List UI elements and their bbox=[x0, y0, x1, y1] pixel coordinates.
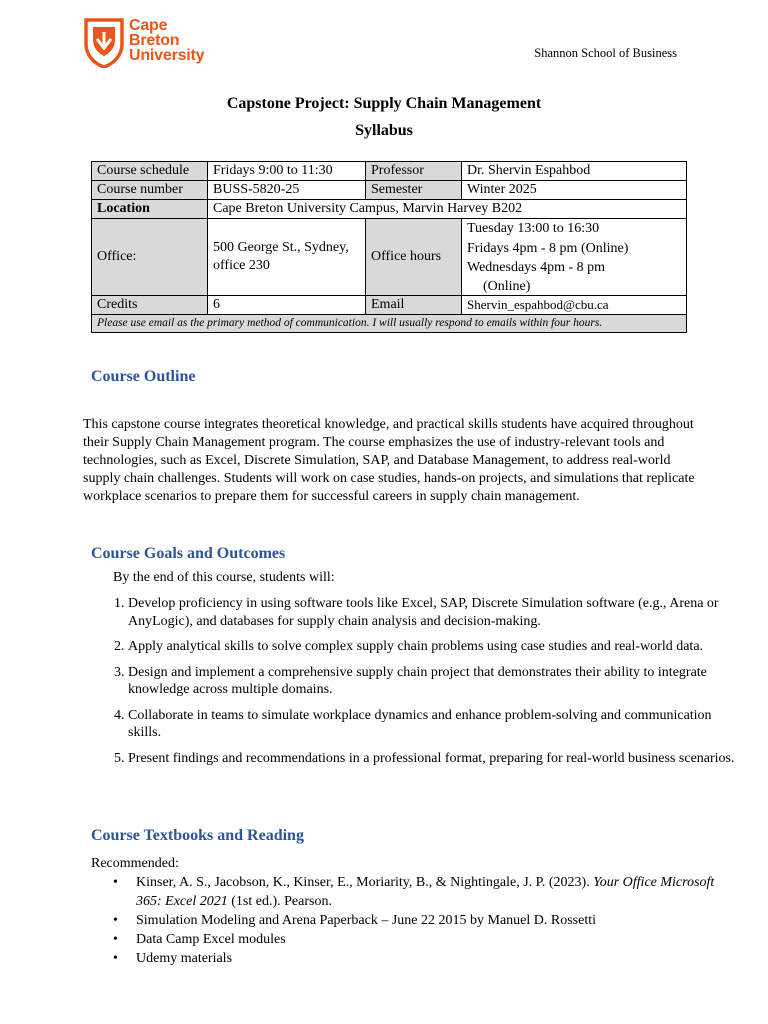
schedule-label: Course schedule bbox=[92, 162, 208, 181]
recommended-label: Recommended: bbox=[91, 856, 179, 871]
professor-value: Dr. Shervin Espahbod bbox=[462, 162, 687, 181]
office-hours-value bbox=[462, 219, 687, 296]
table-row bbox=[92, 181, 687, 200]
credits-label: Credits bbox=[92, 295, 208, 314]
list-item: • Simulation Modeling and Arena Paperback – June 22 2015 by Manuel D. Rossetti bbox=[136, 911, 726, 930]
shield-logo-icon bbox=[83, 18, 125, 68]
semester-label: Semester bbox=[366, 181, 462, 200]
goals-intro: By the end of this course, students will: bbox=[113, 570, 335, 585]
semester-value: Winter 2025 bbox=[462, 181, 687, 200]
list-item: • Udemy materials bbox=[136, 949, 726, 968]
logo-wordmark bbox=[129, 18, 204, 63]
contact-note: Please use email as the primary method of communication. I will usually respond to emails within four hours. bbox=[92, 314, 687, 332]
list-item: 5. Present findings and recommendations in a professional format, preparing for real-world business scenarios. bbox=[128, 750, 738, 768]
page-title: Capstone Project: Supply Chain Management bbox=[226, 95, 542, 112]
textbooks-heading: Course Textbooks and Reading bbox=[91, 827, 304, 844]
credits-value: 6 bbox=[208, 295, 366, 314]
location-value: Cape Breton University Campus, Marvin Harvey B202 bbox=[208, 200, 687, 219]
book-edition: (1st ed.). Pearson. bbox=[227, 894, 332, 909]
university-logo bbox=[83, 18, 204, 68]
course-outline-text: This capstone course integrates theoretical knowledge, and practical skills students have acquired throughout their Supply Chain Management program. The course emphasizes the use of industry-relevant tools and technologies, such as Excel, Discrete Simulation, SAP, and Database Management, to address real-world supply chain challenges. Students will work on case studies, hands-on projects, and simulations that replicate workplace scenarios to prepare them for successful careers in supply chain management. bbox=[83, 417, 695, 504]
professor-label: Professor bbox=[366, 162, 462, 181]
list-item: 1. Develop proficiency in using software tools like Excel, SAP, Discrete Simulation software (e.g., Arena or AnyLogic), and databases for supply chain analysis and decision-making. bbox=[128, 595, 738, 630]
email-value: Shervin_espahbod@cbu.ca bbox=[462, 295, 687, 314]
table-row bbox=[92, 162, 687, 181]
book-authors: Kinser, A. S., Jacobson, K., Kinser, E., Moriarity, B., & Nightingale, J. P. (2023). bbox=[136, 875, 594, 890]
table-row bbox=[92, 314, 687, 332]
course-info-table bbox=[91, 161, 687, 333]
office-value: 500 George St., Sydney, office 230 bbox=[208, 219, 366, 296]
goals-list bbox=[92, 595, 738, 775]
list-item bbox=[136, 873, 726, 911]
page-subtitle: Syllabus bbox=[355, 122, 413, 139]
email-label: Email bbox=[366, 295, 462, 314]
course-goals-heading: Course Goals and Outcomes bbox=[91, 545, 286, 562]
logo-line: Cape bbox=[129, 17, 168, 34]
office-label: Office: bbox=[92, 219, 208, 296]
school-name: Shannon School of Business bbox=[534, 46, 677, 60]
book-title: Your Office Microsoft 365: Excel 2021 bbox=[136, 875, 715, 909]
reading-list bbox=[108, 873, 726, 968]
list-item: • Data Camp Excel modules bbox=[136, 930, 726, 949]
logo-line: University bbox=[129, 47, 205, 64]
list-item: 4. Collaborate in teams to simulate workplace dynamics and enhance problem-solving and communication skills. bbox=[128, 707, 738, 742]
office-hours-line: Fridays 4pm - 8 pm (Online) bbox=[467, 240, 629, 256]
office-hours-line: Tuesday 13:00 to 16:30 bbox=[467, 221, 600, 236]
course-outline-heading: Course Outline bbox=[91, 368, 196, 385]
office-hours-line: (Online) bbox=[483, 278, 531, 294]
logo-line: Breton bbox=[129, 32, 180, 49]
list-item: 3. Design and implement a comprehensive supply chain project that demonstrates their ability to integrate knowledge across multiple domains. bbox=[128, 664, 738, 699]
table-row bbox=[92, 295, 687, 314]
table-row bbox=[92, 219, 687, 296]
table-row bbox=[92, 200, 687, 219]
course-number-label: Course number bbox=[92, 181, 208, 200]
list-item: 2. Apply analytical skills to solve complex supply chain problems using case studies and real-world data. bbox=[128, 638, 738, 656]
schedule-value: Fridays 9:00 to 11:30 bbox=[208, 162, 366, 181]
course-number-value: BUSS-5820-25 bbox=[208, 181, 366, 200]
location-label: Location bbox=[92, 200, 208, 219]
office-hours-label: Office hours bbox=[366, 219, 462, 296]
office-hours-line: Wednesdays 4pm - 8 pm bbox=[467, 260, 606, 275]
